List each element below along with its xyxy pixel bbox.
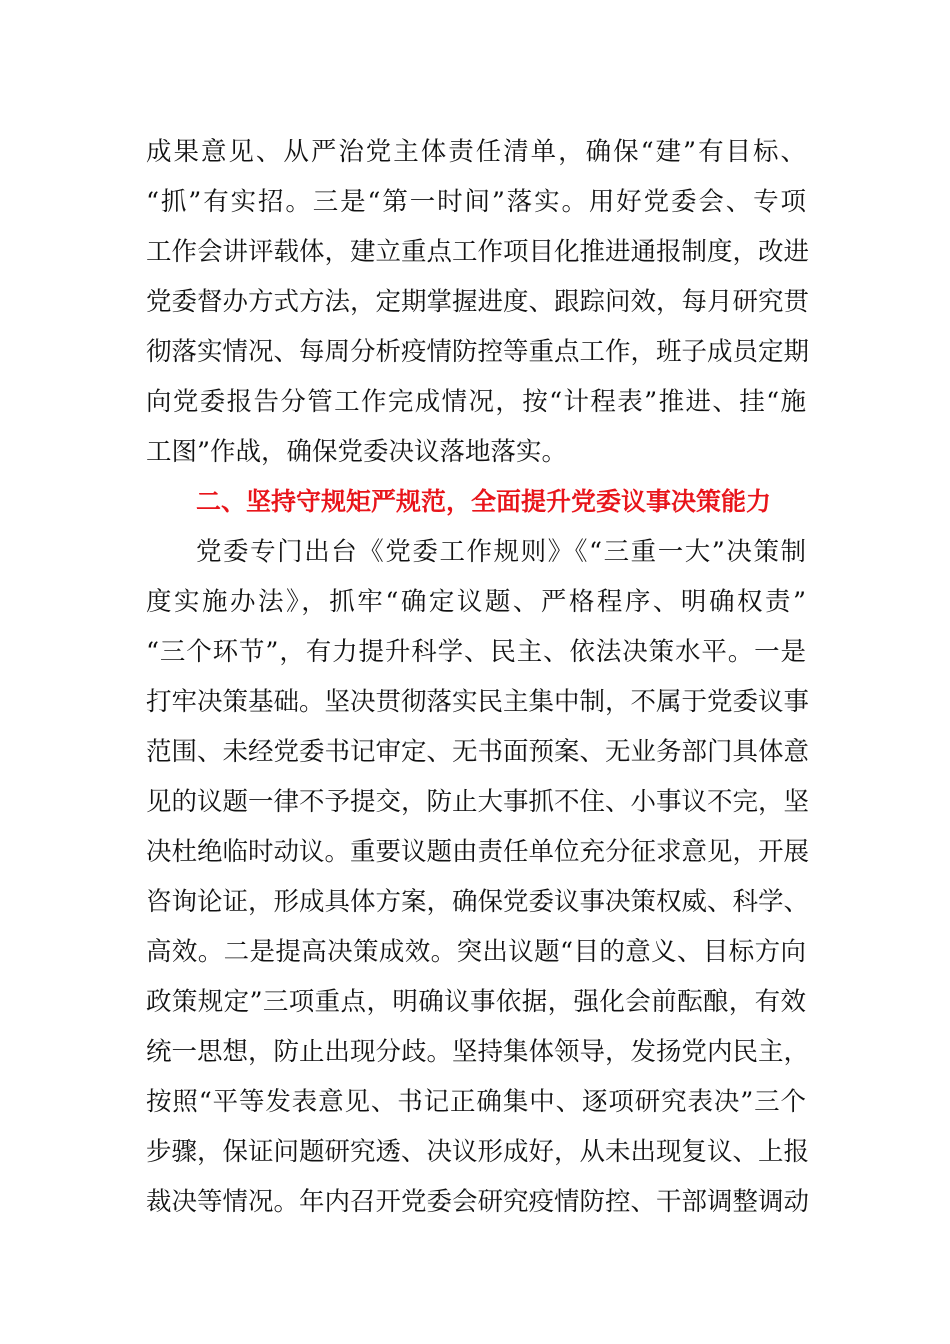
paragraph-line: 打牢决策基础。坚决贯彻落实民主集中制，不属于党委议事 — [146, 687, 810, 717]
paragraph-line: 决杜绝临时动议。重要议题由责任单位充分征求意见，开展 — [146, 837, 810, 867]
paragraph-line: “三个环节”，有力提升科学、民主、依法决策水平。一是 — [146, 637, 806, 667]
paragraph-line: “抓”有实招。三是“第一时间”落实。用好党委会、专项 — [146, 187, 806, 217]
paragraph-line: 工作会讲评载体，建立重点工作项目化推进通报制度，改进 — [146, 237, 810, 267]
paragraph-line: 见的议题一律不予提交，防止大事抓不住、小事议不完，坚 — [146, 787, 810, 817]
paragraph-line: 咨询论证，形成具体方案，确保党委议事决策权威、科学、 — [146, 887, 810, 917]
paragraph-line: 党委专门出台《党委工作规则》《“三重一大”决策制 — [196, 537, 806, 567]
paragraph-line: 高效。二是提高决策成效。突出议题“目的意义、目标方向 — [146, 937, 806, 967]
paragraph-line: 工图”作战，确保党委决议落地落实。 — [146, 437, 568, 467]
paragraph-line: 彻落实情况、每周分析疫情防控等重点工作，班子成员定期 — [146, 337, 810, 367]
paragraph-line: 按照“平等发表意见、书记正确集中、逐项研究表决”三个 — [146, 1087, 806, 1117]
paragraph-line: 政策规定”三项重点，明确议事依据，强化会前酝酿，有效 — [146, 987, 806, 1017]
paragraph-line: 党委督办方式方法，定期掌握进度、跟踪问效，每月研究贯 — [146, 287, 810, 317]
paragraph-line: 步骤，保证问题研究透、决议形成好，从未出现复议、上报 — [146, 1137, 810, 1167]
paragraph-line: 裁决等情况。年内召开党委会研究疫情防控、干部调整调动 — [146, 1187, 810, 1217]
section-heading: 二、坚持守规矩严规范，全面提升党委议事决策能力 — [196, 487, 772, 516]
paragraph-line: 范围、未经党委书记审定、无书面预案、无业务部门具体意 — [146, 737, 810, 767]
paragraph-line: 向党委报告分管工作完成情况，按“计程表”推进、挂“施 — [146, 387, 806, 417]
paragraph-line: 成果意见、从严治党主体责任清单，确保“建”有目标、 — [146, 137, 806, 167]
paragraph-line: 度实施办法》，抓牢“确定议题、严格程序、明确权责” — [146, 587, 806, 617]
paragraph-line: 统一思想，防止出现分歧。坚持集体领导，发扬党内民主， — [146, 1037, 810, 1067]
